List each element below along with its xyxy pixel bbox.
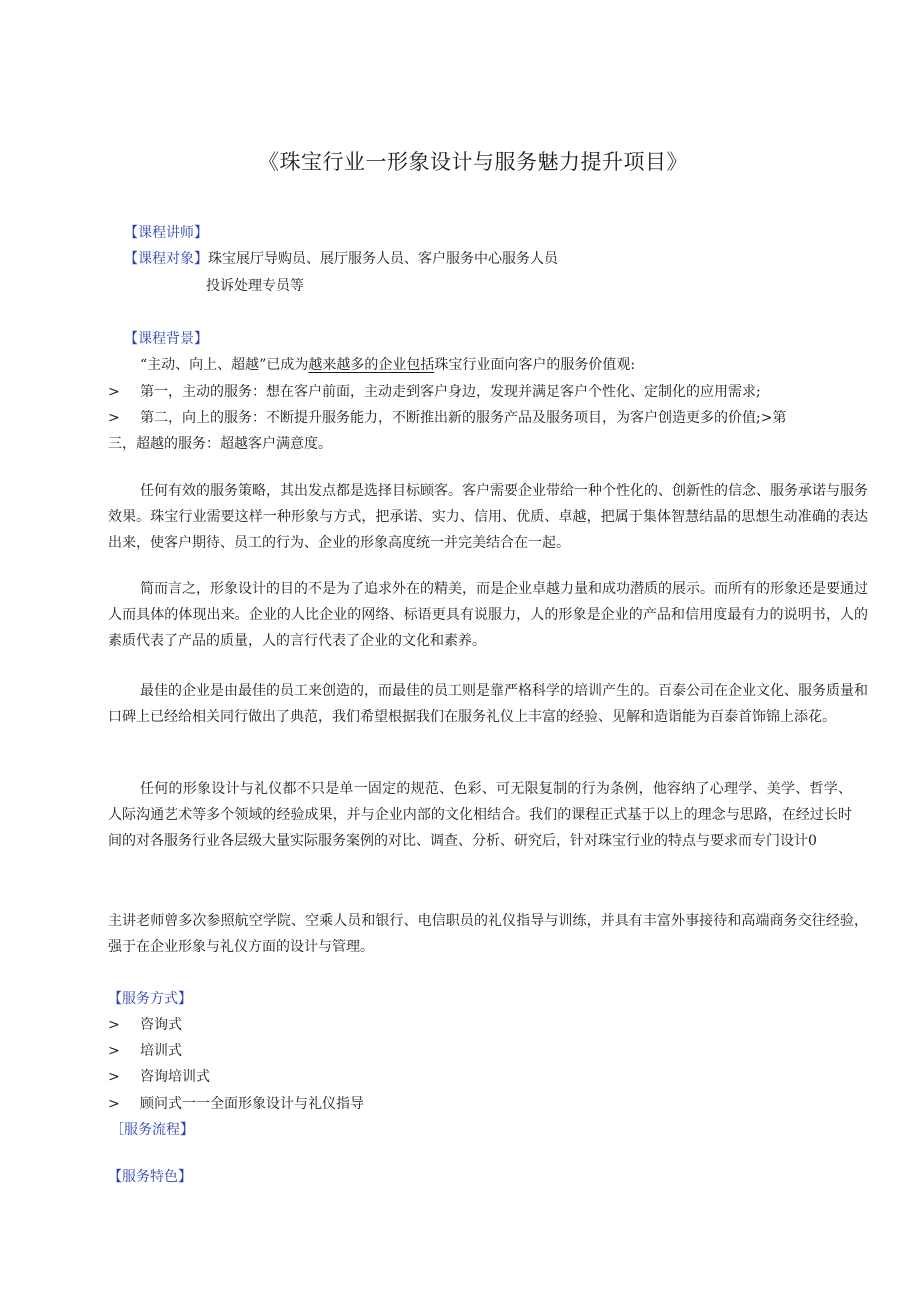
service-mode-item	[108, 1066, 210, 1086]
intro-suffix: 珠宝行业面向客户的服务价值观:	[434, 357, 636, 373]
bullet-marker: >	[108, 1096, 120, 1112]
background-item-2	[108, 407, 786, 427]
paragraph-best-company: 最佳的企业是由最佳的员工来创造的，而最佳的员工则是靠严格科学的培训产生的。百泰公司在企业文化、服务质量和口碑上已经给相关同行做出了典范，我们希望根据我们在服务礼仪上丰富的经验、见解和造诣能为百泰首饰锦上添花。	[108, 683, 868, 725]
lecturer-label: 【课程讲师】	[124, 225, 208, 241]
bullet-marker: >	[108, 410, 120, 426]
service-mode-item	[108, 1014, 182, 1034]
paragraph-course-design: 任何的形象设计与礼仪都不只是单一固定的规范、色彩、可无限复制的行为条例，他容纳了心理学、美学、哲学、人际沟通艺术等多个领域的经验成果，并与企业内部的文化相结合。我们的课程正式基于以上的理念与思路，在经过长时间的对各服务行业各层级大量实际服务案例的对比、调查、分析、研究后，针对珠宝行业的特点与要求而专门设计0	[108, 781, 852, 849]
service-mode-item	[108, 1093, 364, 1113]
bullet-marker: >	[108, 1043, 120, 1059]
intro-underlined: 越来越多的企业包括	[308, 357, 435, 373]
service-process-label: ［服务流程】	[110, 1122, 194, 1138]
bullet-marker: >	[108, 1069, 120, 1085]
bullet-marker: >	[108, 384, 120, 400]
service-mode-text: 咨询培训式	[140, 1069, 210, 1085]
service-mode-text: 顾问式一一全面形象设计与礼仪指导	[140, 1096, 364, 1112]
background-label: 【课程背景】	[124, 331, 208, 347]
paragraph-strategy: 任何有效的服务策略，其出发点都是选择目标顾客。客户需要企业带给一种个性化的、创新性的信念、服务承诺与服务效果。珠宝行业需要这样一种形象与方式，把承诺、实力、信用、优质、卓越，把属于集体智慧结晶的思想生动准确的表达出来，使客户期待、员工的行为、企业的形象高度统一并完美结合在一起。	[108, 483, 868, 551]
audience-text-continued: 投诉处理专员等	[206, 278, 304, 294]
service-mode-text: 培训式	[140, 1043, 182, 1059]
background-item-text: 第一，主动的服务：想在客户前面，主动走到客户身边，发现并满足客户个性化、定制化的应用需求;	[140, 384, 761, 400]
lecturer-row	[124, 222, 208, 242]
paragraph-lecturer: 主讲老师曾多次参照航空学院、空乘人员和银行、电信职员的礼仪指导与训练，并具有丰富外事接待和高端商务交往经验，强于在企业形象与礼仪方面的设计与管理。	[108, 913, 868, 955]
background-item-2-continued: 三，超越的服务：超越客户满意度。	[108, 436, 332, 452]
background-item-1	[108, 381, 761, 401]
bullet-marker: >	[108, 1017, 120, 1033]
audience-text: 珠宝展厅导购员、展厅服务人员、客户服务中心服务人员	[208, 251, 558, 267]
intro-prefix: “主动、向上、超越”已成为	[140, 357, 309, 373]
service-mode-label: 【服务方式】	[108, 991, 192, 1007]
service-mode-item	[108, 1040, 182, 1060]
service-features-label: 【服务特色】	[108, 1169, 192, 1185]
audience-row	[124, 248, 558, 268]
paragraph-image-design: 简而言之，形象设计的目的不是为了追求外在的精美，而是企业卓越力量和成功潜质的展示。而所有的形象还是要通过人而具体的体现出来。企业的人比企业的网络、标语更具有说服力，人的形象是企业的产品和信用度最有力的说明书，人的素质代表了产品的质量，人的言行代表了企业的文化和素养。	[108, 581, 868, 649]
background-item-text: 第二，向上的服务：不断提升服务能力，不断推出新的服务产品及服务项目，为客户创造更多的价值;>第	[140, 410, 787, 426]
audience-label: 【课程对象】	[124, 251, 208, 267]
background-intro	[140, 354, 635, 374]
page-title: 《珠宝行业一形象设计与服务魅力提升项目》	[258, 150, 688, 174]
service-mode-text: 咨询式	[140, 1017, 182, 1033]
